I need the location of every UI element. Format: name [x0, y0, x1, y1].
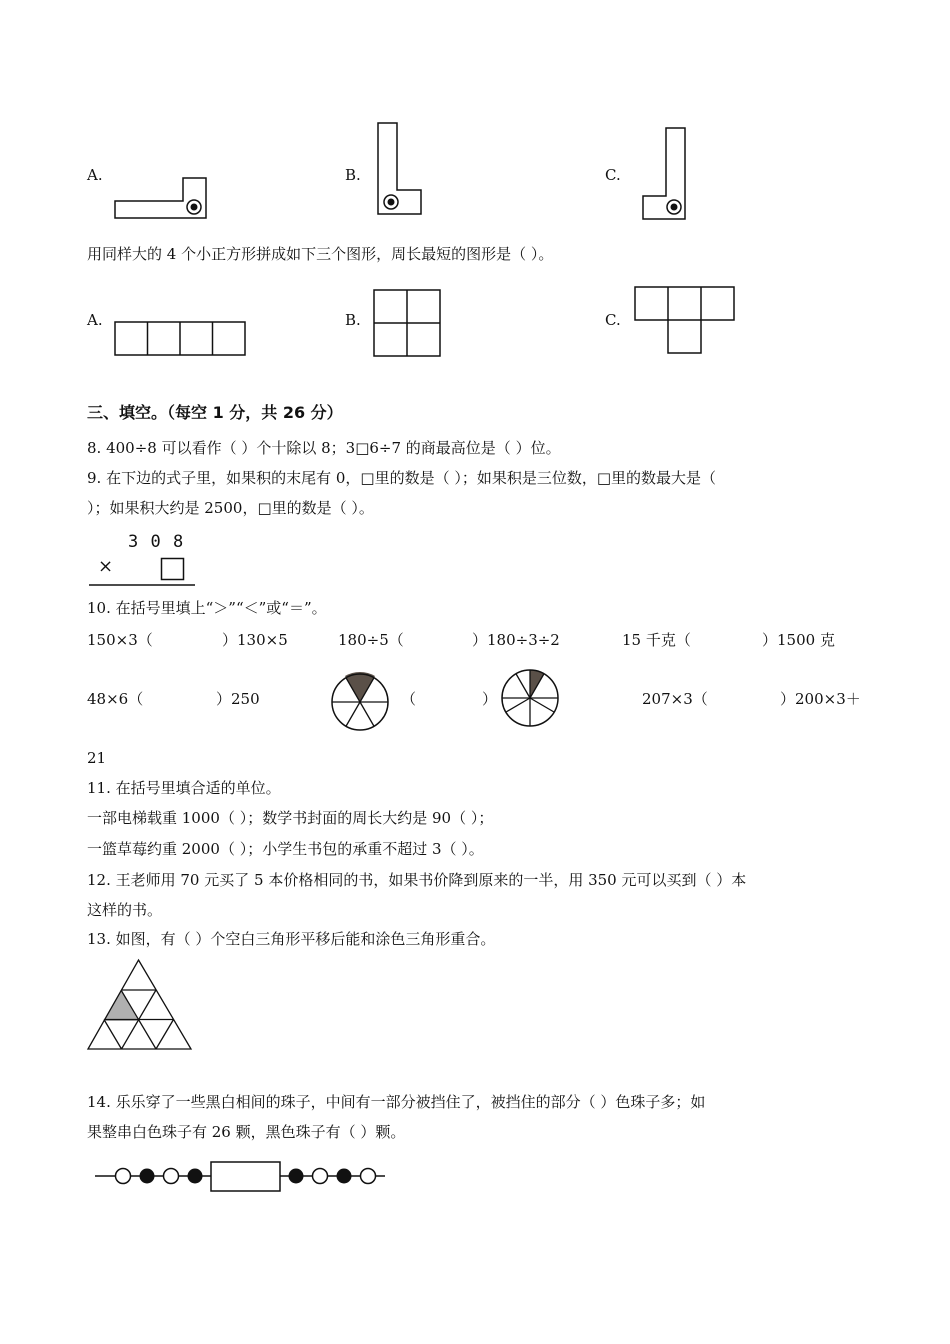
q7-option-c-figure	[633, 285, 737, 357]
q7-option-b-figure	[372, 288, 442, 358]
q12-line1: 12. 王老师用 70 元买了 5 本价格相同的书，如果书价降到原来的一半，用 350 元可以买到（ ）本	[87, 871, 747, 889]
q10-r3: 21	[87, 749, 107, 767]
q10-r1c1-right: ）130×5	[222, 631, 288, 649]
q10-r2c1-left: 48×6（	[87, 690, 144, 708]
q9-line1: 9. 在下边的式子里，如果积的末尾有 0，□里的数是（ ）；如果积是三位数，□里的数最大是（	[87, 469, 717, 487]
q12-line2: 这样的书。	[87, 901, 163, 919]
q6-option-c-figure	[640, 125, 690, 223]
q10-r1c2-left: 180÷5（	[338, 631, 404, 649]
q10-r2c2-left: （	[401, 690, 417, 708]
q14-bead-string	[95, 1159, 390, 1195]
q9-multiplicand: 3 0 8	[128, 532, 185, 552]
q9-digit-box	[160, 557, 186, 581]
q7-option-b-label: B.	[345, 311, 361, 329]
q6-option-b-figure	[375, 120, 425, 218]
q10-r2c2-right: ）	[482, 690, 498, 708]
q10-r2c1-right: ）250	[216, 690, 260, 708]
q9-line2: ）；如果积大约是 2500，□里的数是（ ）。	[87, 499, 374, 517]
q9-times-sign: ×	[98, 556, 114, 577]
q10-r2c3-left: 207×3（	[642, 690, 708, 708]
q13-triangle-figure	[86, 956, 194, 1052]
q14-line1: 14. 乐乐穿了一些黑白相间的珠子，中间有一部分被挡住了，被挡住的部分（ ）色珠子多；如	[87, 1093, 706, 1111]
q10-r1c3-right: ）1500 克	[762, 631, 835, 649]
q10-title: 10. 在括号里填上“＞”“＜”或“＝”。	[87, 599, 327, 617]
q10-r1c3-left: 15 千克（	[622, 631, 691, 649]
q10-r2c3-right: ）200×3＋	[780, 690, 861, 708]
q6-option-c-label: C.	[605, 166, 621, 184]
section3-title: 三、填空。（每空 1 分，共 26 分）	[87, 403, 343, 422]
q7-text: 用同样大的 4 个小正方形拼成如下三个图形，周长最短的图形是（ ）。	[87, 245, 554, 263]
q10-circle-b	[500, 668, 560, 728]
q8-text: 8. 400÷8 可以看作（ ）个十除以 8；3□6÷7 的商最高位是（ ）位。	[87, 439, 561, 457]
q11-title: 11. 在括号里填合适的单位。	[87, 779, 281, 797]
q10-circle-a	[330, 672, 390, 732]
q9-equation-line	[89, 583, 195, 587]
q6-option-a-figure	[112, 174, 210, 222]
q7-option-a-figure	[113, 320, 248, 358]
q10-r1c2-right: ）180÷3÷2	[472, 631, 560, 649]
q14-line2: 果整串白色珠子有 26 颗，黑色珠子有（ ）颗。	[87, 1123, 406, 1141]
q6-option-a-label: A.	[87, 166, 103, 184]
q7-option-a-label: A.	[87, 311, 103, 329]
q13-text: 13. 如图，有（ ）个空白三角形平移后能和涂色三角形重合。	[87, 930, 496, 948]
q11-line1: 一部电梯载重 1000（ ）；数学书封面的周长大约是 90（ ）；	[87, 809, 494, 827]
q10-r1c1-left: 150×3（	[87, 631, 153, 649]
q11-line2: 一篮草莓约重 2000（ ）；小学生书包的承重不超过 3（ ）。	[87, 840, 484, 858]
q6-option-b-label: B.	[345, 166, 361, 184]
q7-option-c-label: C.	[605, 311, 621, 329]
